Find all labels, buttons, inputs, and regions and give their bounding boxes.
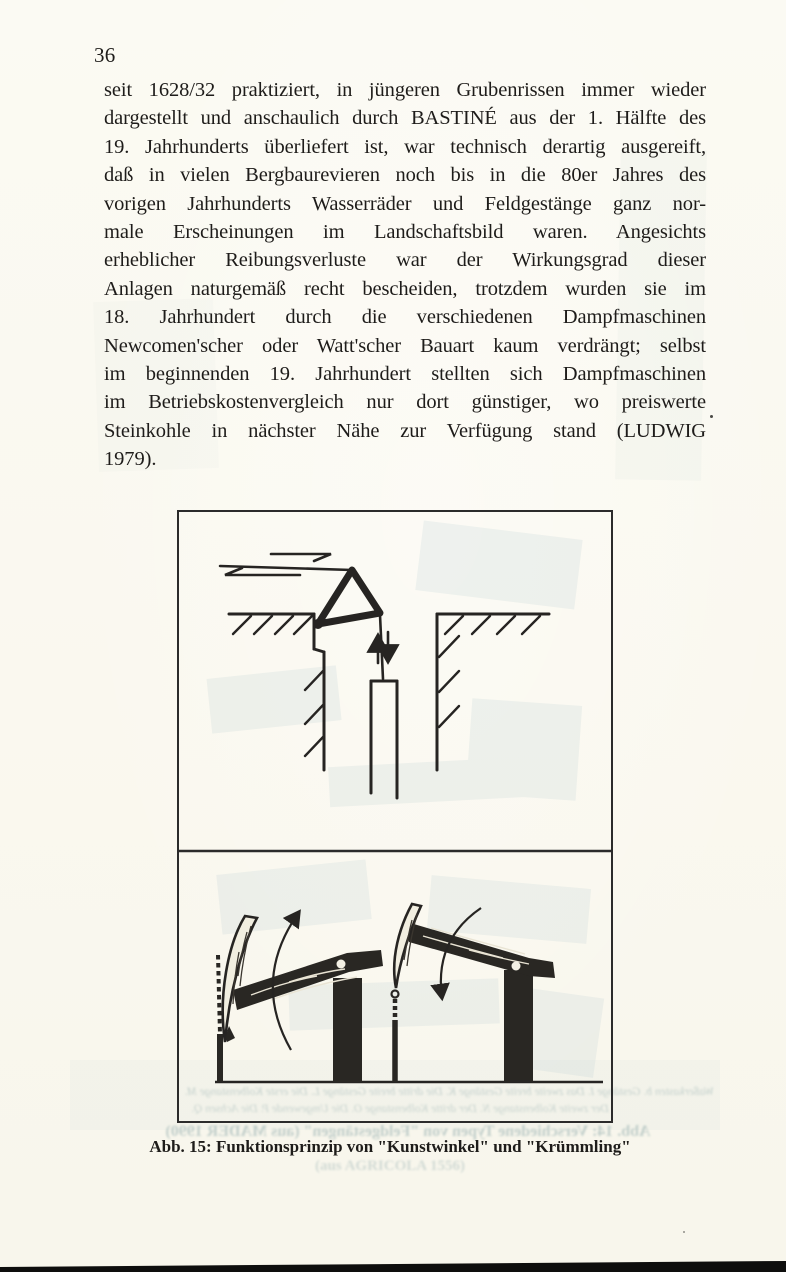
curved-sector (223, 916, 257, 1042)
horizontal-motion-arrows (225, 554, 331, 575)
text-line: 18. Jahrhundert durch die verschiedenen Dampfmaschinen (104, 306, 706, 329)
bleedthrough-figure-labels: Der zweite Kolbenstange N. Der dritte Kolbenstange O. Die Umgewende P. Die Achsen Q. (191, 1103, 609, 1115)
text-line: seit 1628/32 praktiziert, in jüngeren Grubenrissen immer wieder (104, 79, 706, 101)
body-text (104, 76, 706, 474)
text-line: 1979). (104, 448, 157, 471)
text-line: daß in vielen Bergbaurevieren noch bis in die 80er Jahres des (104, 164, 706, 187)
text-line: erheblicher Reibungsverluste war der Wirkungsgrad dieser (104, 249, 706, 272)
figure-caption: Abb. 15: Funktionsprinzip von "Kunstwinkel" und "Krümmling" (149, 1137, 631, 1156)
text-line: Anlagen naturgemäß recht bescheiden, trotzdem wurden sie im (104, 277, 706, 300)
text-line: im beginnenden 19. Jahrhundert stellten sich Dampfmaschinen (104, 363, 706, 386)
text-line: 19. Jahrhunderts überliefert ist, war technisch derartig ausgereift, (104, 135, 706, 158)
page-bottom-edge (0, 1258, 786, 1272)
scan-speck (710, 415, 713, 418)
text-line: Steinkohle in nächster Nähe zur Verfügung stand (LUDWIG (104, 419, 706, 442)
figure-frame (177, 510, 613, 1123)
support-post (333, 978, 362, 1082)
pivot-dot (337, 960, 346, 969)
bleedthrough-figure-labels: Waßerkasten b. Gestänge I. Das zweite breite Gestänge K. Die dritte breite Gestänge L. Die erste Kolbenstange M. (184, 1086, 714, 1098)
pivot-dot (512, 962, 521, 971)
bleedthrough-previous-caption: Abb. 14: Verschiedene Typen von "Feldgestängen" (aus MADER 1990) (165, 1123, 651, 1140)
text-line: im Betriebskostenvergleich nur dort günstiger, wo preiswerte (104, 391, 706, 414)
text-line: dargestellt und anschaulich durch BASTINÉ aus der 1. Hälfte des (104, 107, 706, 130)
scan-speck (683, 1231, 685, 1233)
text-line: vorigen Jahrhunderts Wasserräder und Feldgestänge ganz nor- (104, 192, 706, 215)
text-line: Newcomen'scher oder Watt'scher Bauart kaum verdrängt; selbst (104, 334, 706, 357)
figure-drawing (179, 512, 611, 1121)
angle-lever-triangle (318, 570, 380, 624)
text-line: male Erscheinungen im Landschaftsbild waren. Angesichts (104, 221, 706, 244)
support-post (504, 970, 533, 1082)
page-number: 36 (94, 43, 116, 67)
chain (218, 955, 220, 1034)
bleedthrough-previous-caption-line2: (aus AGRICOLA 1556) (314, 1158, 466, 1174)
